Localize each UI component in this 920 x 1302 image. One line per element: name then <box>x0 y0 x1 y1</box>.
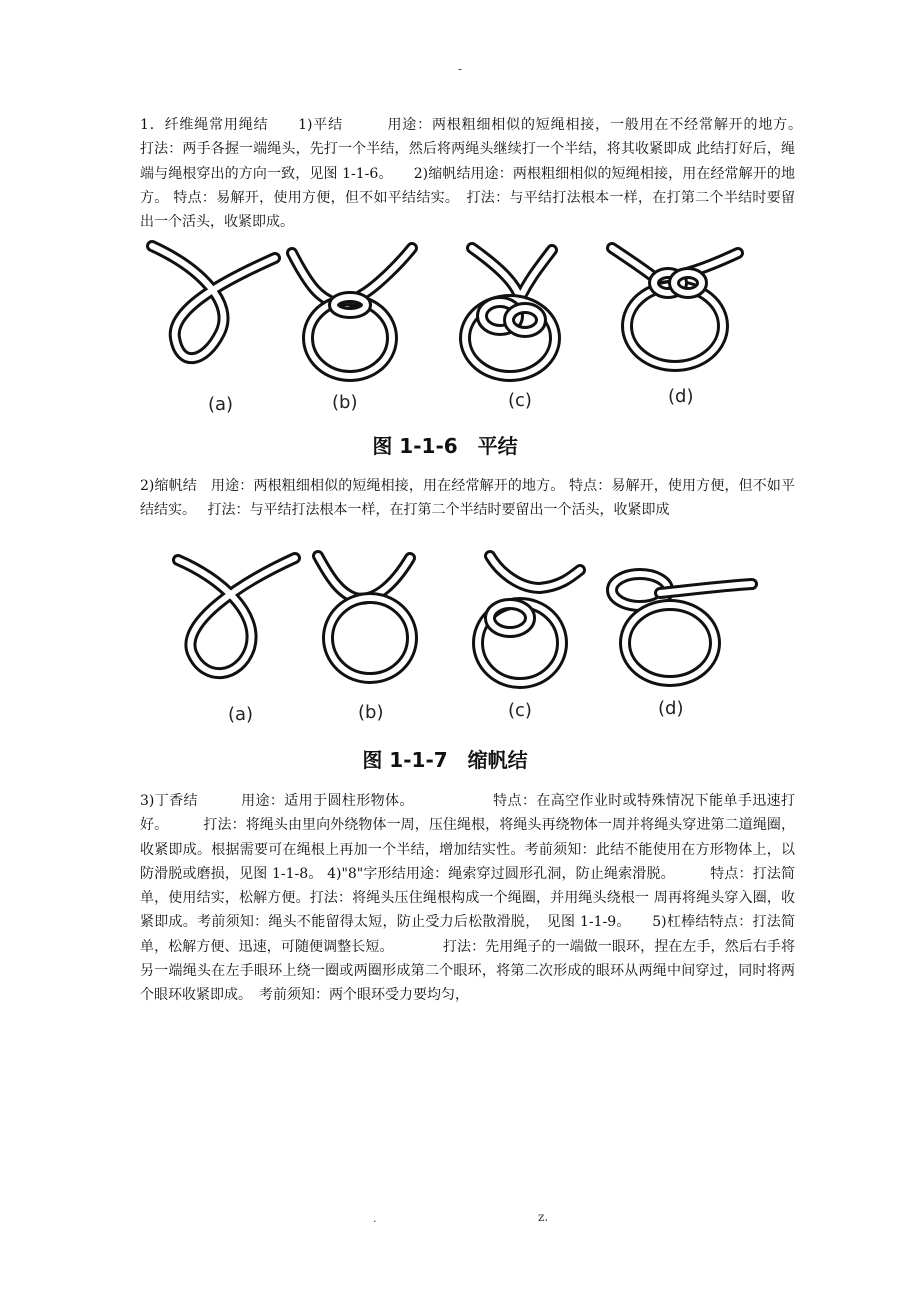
figure1-label-d: (d) <box>668 386 694 407</box>
sheet-bend-illustration <box>140 548 760 728</box>
knot-step-c <box>465 248 555 376</box>
knot-step-d <box>612 248 738 366</box>
figure1-caption: 图 1-1-6 平结 <box>372 434 518 458</box>
paragraph-reef-knot: 1．纤维绳常用绳结 1)平结 用途：两根粗细相似的短绳相接，一般用在不经常解开的地方。 打法：两手各握一端绳头，先打一个半结，然后将两绳头继续打一个半结，将其收紧即成 此结打好后，绳端与绳根穿出的方向一致，见图 1-1-6。 2)缩帆结用途：两根粗细相似的短绳相接，用在经常解开的地方。 特点：易解开，使用方便，但不如平结结实。 打法：与平结打法根本一样，在打第二个半结时要留出一个活头，收紧即成。 <box>140 117 837 231</box>
figure1-label-b: (b) <box>332 392 358 413</box>
knot-step-a <box>152 246 275 358</box>
figure2-label-a: (a) <box>228 704 254 725</box>
figure-sheet-bend <box>140 548 760 728</box>
page-header-mark: - <box>457 62 463 76</box>
reef-knot-illustration <box>140 238 760 418</box>
bend-step-a <box>178 558 295 673</box>
figure1-label-a: (a) <box>208 394 234 415</box>
figure2-caption: 图 1-1-7 缩帆结 <box>362 748 528 772</box>
paragraph-clove-hitch: 3)丁香结 用途：适用于圆柱形物体。 特点：在高空作业时或特殊情况下能单手迅速打好。 打法：将绳头由里向外绕物体一周，压住绳根，将绳头再绕物体一周并将绳头穿进第二道绳圈，收紧即成。根据需要可在绳根上再加一个半结，增加结实性。考前须知：此结不能使用在方形物体上，以防滑脱或磨损，见图 1-1-8。 4)"8"字形结用途：绳索穿过圆形孔洞，防止绳索滑脱。 特点：打法简单，使用结实，松解方便。打法：将绳头压住绳根构成一个绳圈，并用绳头绕根一 周再将绳头穿入圈，收紧即成。考前须知：绳头不能留得太短，防止受力后松散滑脱， 见图 1-1-9。 5)杠棒结特点：打法简单，松解方便、迅速，可随便调整长短。 打法：先用绳子的一端做一眼环，捏在左手，然后右手将另一端绳头在左手眼环上绕一圈或两圈形成第二个眼环，将第二次形成的眼环从两绳中间穿过，同时将两个眼环收紧即成。 考前须知：两个眼环受力要均匀， <box>140 793 795 1004</box>
figure2-label-c: (c) <box>508 700 532 721</box>
figure1-label-c: (c) <box>508 390 532 411</box>
bend-step-b <box>318 556 412 678</box>
bend-step-c <box>478 556 580 683</box>
figure2-label-d: (d) <box>658 698 684 719</box>
bend-step-d <box>612 574 752 681</box>
paragraph-sheet-bend: 2)缩帆结 用途：两根粗细相似的短绳相接，用在经常解开的地方。 特点：易解开，使用方便，但不如平结结实。 打法：与平结打法根本一样，在打第二个半结时要留出一个活头，收紧即成 <box>140 478 795 519</box>
footer-left-mark: . <box>373 1212 377 1225</box>
figure-reef-knot <box>140 238 760 418</box>
knot-step-b <box>292 248 412 376</box>
figure2-label-b: (b) <box>358 702 384 723</box>
footer-right-mark: z. <box>538 1210 549 1224</box>
